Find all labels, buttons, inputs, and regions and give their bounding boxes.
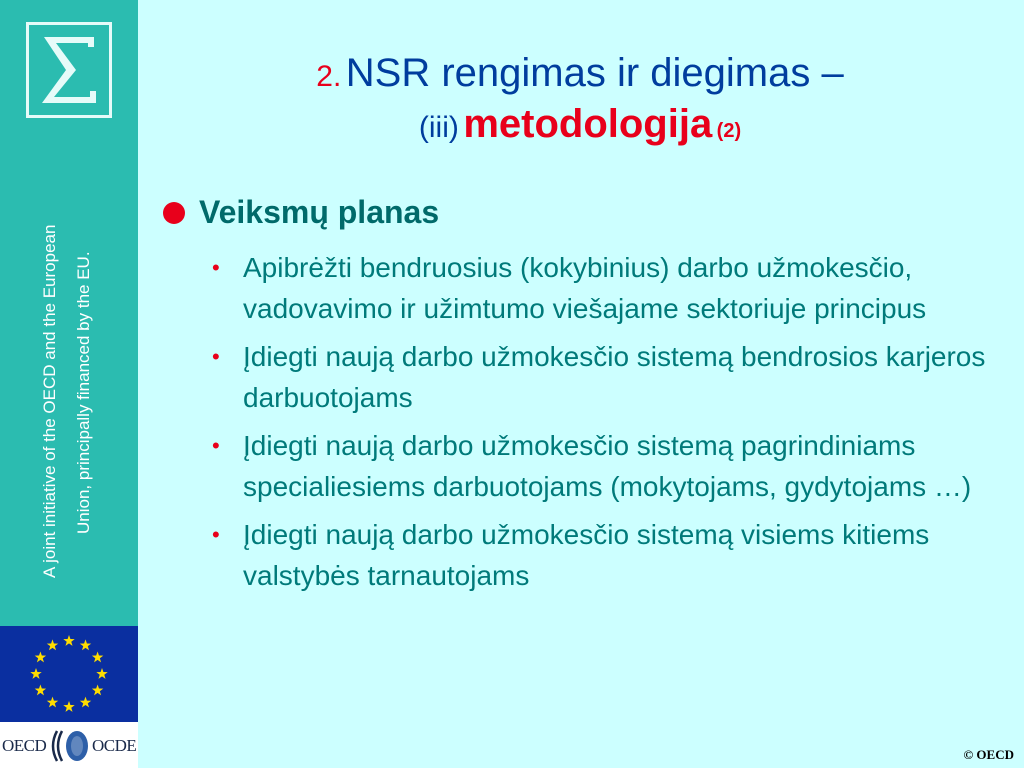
title-line2-prefix: (iii) [418, 111, 459, 144]
eu-star [63, 635, 74, 646]
list-item-text: Įdiegti naują darbo užmokesčio sistemą visiems kitiems valstybės tarnautojams [243, 519, 930, 591]
eu-star [35, 652, 46, 663]
eu-star [80, 639, 91, 650]
bullet-icon: • [212, 433, 220, 458]
eu-star [30, 668, 41, 679]
list-item [212, 337, 1002, 418]
eu-star [47, 639, 58, 650]
title-number: 2. [316, 60, 342, 93]
eu-star [47, 697, 58, 708]
eu-star [92, 685, 103, 696]
copyright: © OECD [963, 747, 1014, 762]
eu-star [92, 652, 103, 663]
bullet-dot-icon [163, 202, 185, 224]
sigma-icon [38, 33, 100, 107]
sigma-logo [26, 22, 112, 118]
list-item [212, 426, 1002, 507]
sidebar-text-line2: Union, principally financed by the EU. [74, 251, 93, 534]
eu-stars-icon [0, 626, 138, 722]
oecd-logo-right: OCDE [92, 736, 137, 755]
title-line2 [150, 103, 1010, 154]
oecd-logo-left: OECD [2, 736, 47, 755]
list-item-text: Apibrėžti bendruosius (kokybinius) darbo užmokesčio, vadovavimo ir užimtumo viešajame sektoriuje principus [243, 252, 927, 324]
eu-star [35, 685, 46, 696]
main-bullet [163, 194, 439, 231]
oecd-logo [0, 722, 138, 768]
main-heading: Veiksmų planas [199, 194, 440, 230]
list-item-text: Įdiegti naują darbo užmokesčio sistemą pagrindiniams specialiesiems darbuotojams (mokytojams, gydytojams …) [243, 430, 972, 502]
title-line1 [150, 52, 1010, 103]
eu-star [80, 697, 91, 708]
list-item [212, 248, 1002, 329]
bullet-icon: • [212, 255, 220, 280]
title-line1-text: NSR rengimas ir diegimas – [345, 51, 844, 95]
bullet-icon: • [212, 344, 220, 369]
sidebar [0, 0, 138, 626]
bullet-icon: • [212, 522, 220, 547]
eu-flag [0, 626, 138, 722]
sub-bullet-list [212, 248, 1002, 604]
sidebar-text-line1: A joint initiative of the OECD and the European [40, 224, 59, 578]
title-line2-main: metodologija [463, 102, 713, 146]
slide-title [150, 52, 1010, 154]
title-line2-suffix: (2) [716, 120, 742, 142]
list-item-text: Įdiegti naują darbo užmokesčio sistemą bendrosios karjeros darbuotojams [243, 341, 986, 413]
eu-star [96, 668, 107, 679]
eu-star [63, 701, 74, 712]
list-item [212, 515, 1002, 596]
oecd-emblem-icon [47, 727, 91, 765]
